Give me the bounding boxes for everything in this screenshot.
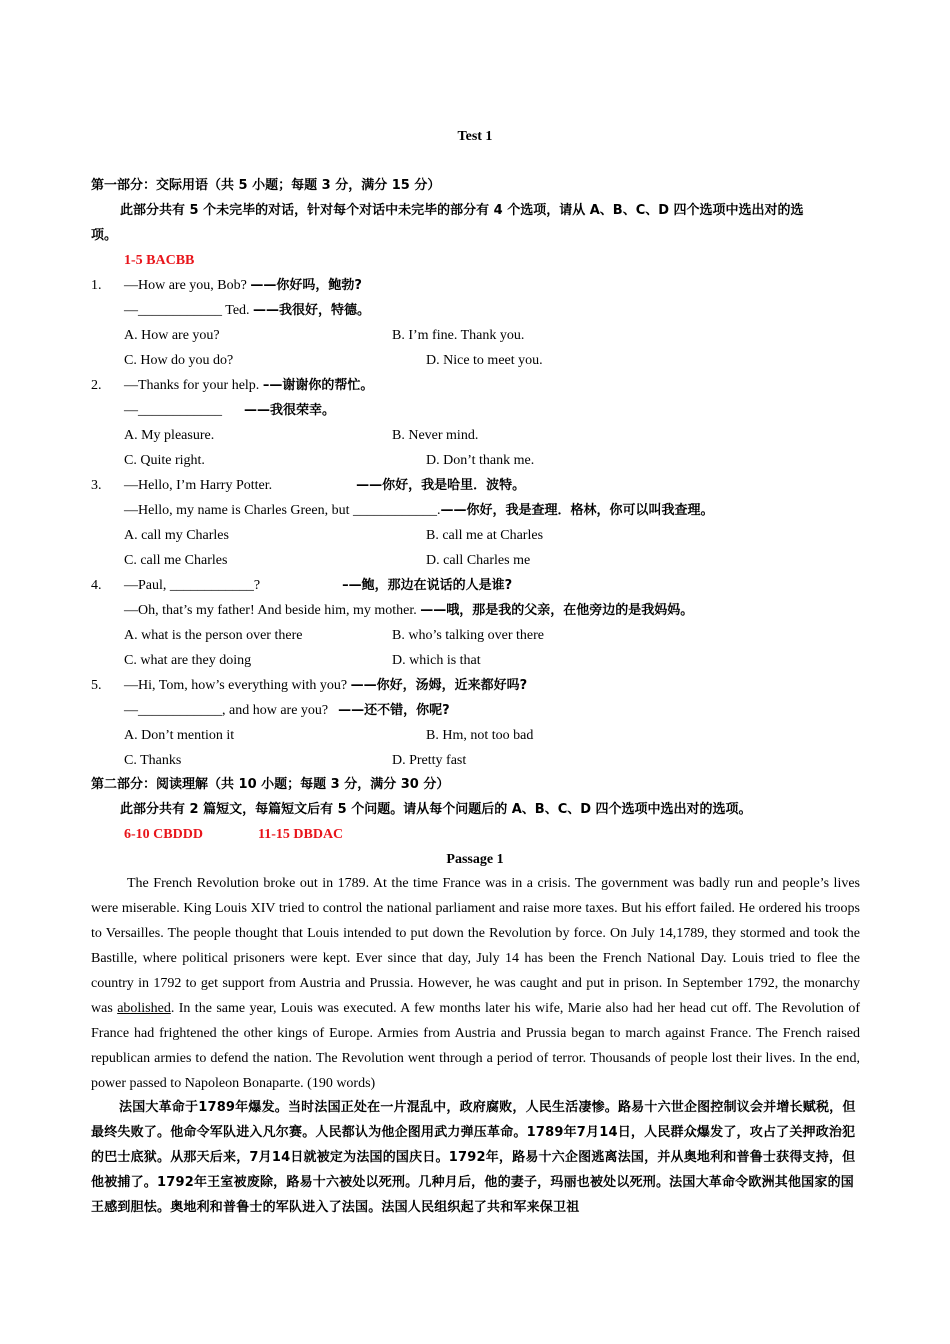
translation: ——我很荣幸。	[244, 403, 336, 418]
option-c: C. Thanks	[124, 753, 182, 768]
option-a: A. My pleasure.	[124, 428, 215, 443]
part1-answer-key: 1-5 BACBB	[124, 253, 195, 268]
dialogue-line: —Oh, that’s my father! And beside him, my mother. ——哦，那是我的父亲，在他旁边的是我妈妈。	[124, 603, 694, 618]
dialogue-line: —____________ ——我很荣幸。	[124, 403, 336, 418]
option-a: A. How are you?	[124, 328, 220, 343]
question-number: 2.	[91, 378, 102, 393]
option-a: A. what is the person over there	[124, 628, 303, 643]
passage-title: Passage 1	[446, 852, 504, 867]
translation: –—谢谢你的帮忙。	[262, 378, 374, 393]
dialogue-line: —Hi, Tom, how’s everything with you? ——你好，汤姆，近来都好吗?	[124, 678, 528, 693]
option-b: B. Hm, not too bad	[426, 728, 534, 743]
option-d: D. which is that	[392, 653, 481, 668]
dialogue-line: —How are you, Bob? ——你好吗，鲍勃?	[124, 278, 362, 293]
dialogue-line: —Hello, I’m Harry Potter. ——你好，我是哈里．波特。	[124, 478, 526, 493]
option-d: D. Don’t thank me.	[426, 453, 535, 468]
part1-heading: 第一部分：交际用语（共 5 小题；每题 3 分，满分 15 分）	[91, 178, 441, 193]
translation: ——你好，我是哈里．波特。	[356, 478, 526, 493]
question-number: 5.	[91, 678, 102, 693]
dialogue-line: —Paul, ____________? –—鲍，那边在说话的人是谁?	[124, 578, 513, 593]
part2-answer-key-1: 6-10 CBDDD	[124, 827, 203, 842]
translation: ——还不错，你呢?	[338, 703, 450, 718]
option-b: B. call me at Charles	[426, 528, 544, 543]
part2-heading: 第二部分：阅读理解（共 10 小题；每题 3 分，满分 30 分）	[91, 777, 450, 792]
option-d: D. Pretty fast	[392, 753, 467, 768]
passage-text: The French Revolution broke out in 1789. At the time France was in a crisis. The government was badly run and people’s lives were miserable. King Louis XIV tried to control the national parliament and raise more taxes. But his effort failed. He ordered his troops to Versailles. The people thought that Louis intended to put down the Revolution by force. On July 14,1789, they stormed and took the Bastille, where political prisoners were kept. Ever since that day, July 14 has been the French National Day. Louis tried to flee the country in 1792 to get support from Austria and Prussia. However, he was caught and put in prison. In September 1792, the monarchy was abolished. In the same year, Louis was executed. A few months later his wife, Marie also had her head cut off. The Revolution of France had frightened the other kings of Europe. Armies from Austria and Prussia began to march against France. The French raised republican armies to defend the nation. The Revolution went through a period of terror. Thousands of people lost their lives. In the end, power passed to Napoleon Bonaparte. (190 words)	[91, 876, 860, 1091]
question-number: 3.	[91, 478, 102, 493]
translation: –—鲍，那边在说话的人是谁?	[342, 578, 513, 593]
translation: ——你好吗，鲍勃?	[250, 278, 362, 293]
option-a: A. call my Charles	[124, 528, 229, 543]
question-number: 4.	[91, 578, 102, 593]
option-c: C. what are they doing	[124, 653, 252, 668]
part1-instruction: 此部分共有 5 个未完毕的对话，针对每个对话中未完毕的部分有 4 个选项，请从 A、B、C、D 四个选项中选出对的选	[120, 203, 804, 218]
option-b: B. who’s talking over there	[392, 628, 545, 643]
option-d: D. Nice to meet you.	[426, 353, 543, 368]
page-title: Test 1	[457, 129, 493, 144]
question-number: 1.	[91, 278, 102, 293]
translation: ——你好，汤姆，近来都好吗?	[350, 678, 528, 693]
translation: ——你好，我是查理．格林，你可以叫我查理。	[440, 503, 714, 518]
part1-instruction-cont: 项。	[91, 228, 118, 243]
dialogue-line: —Hello, my name is Charles Green, but ____________.——你好，我是查理．格林，你可以叫我查理。	[124, 503, 714, 518]
underlined-word: abolished	[117, 1001, 171, 1016]
option-d: D. call Charles me	[426, 553, 531, 568]
translation: ——我很好，特德。	[253, 303, 371, 318]
part2-answer-key-2: 11-15 DBDAC	[258, 827, 344, 842]
translation: ——哦，那是我的父亲，在他旁边的是我妈妈。	[420, 603, 694, 618]
option-c: C. call me Charles	[124, 553, 228, 568]
part2-instruction: 此部分共有 2 篇短文，每篇短文后有 5 个问题。请从每个问题后的 A、B、C、D 四个选项中选出对的选项。	[120, 802, 752, 817]
dialogue-line: —____________, and how are you? ——还不错，你呢?	[124, 703, 450, 718]
dialogue-line: —Thanks for your help. –—谢谢你的帮忙。	[124, 378, 374, 393]
option-b: B. I’m fine. Thank you.	[392, 328, 525, 343]
option-c: C. How do you do?	[124, 353, 234, 368]
option-c: C. Quite right.	[124, 453, 205, 468]
option-b: B. Never mind.	[392, 428, 479, 443]
dialogue-line: —____________ Ted. ——我很好，特德。	[124, 303, 371, 318]
passage-translation: 法国大革命于1789年爆发。当时法国正处在一片混乱中，政府腐败，人民生活凄惨。路易十六世企图控制议会并增长赋税，但最终失败了。他命令军队进入凡尔赛。人民都认为他企图用武力弹压革命。1789年7月14日，人民群众爆发了，攻占了关押政治犯的巴士底狱。从那天后来，7月14日就被定为法国的国庆日。1792年，路易十六企图逃离法国，并从奥地利和普鲁士获得支持，但他被捕了。1792年王室被废除，路易十六被处以死刑。几种月后，他的妻子，玛丽也被处以死刑。法国大革命令欧洲其他国家的国王感到胆怯。奥地利和普鲁士的军队进入了法国。法国人民组织起了共和军来保卫祖	[91, 1100, 856, 1215]
option-a: A. Don’t mention it	[124, 728, 235, 743]
